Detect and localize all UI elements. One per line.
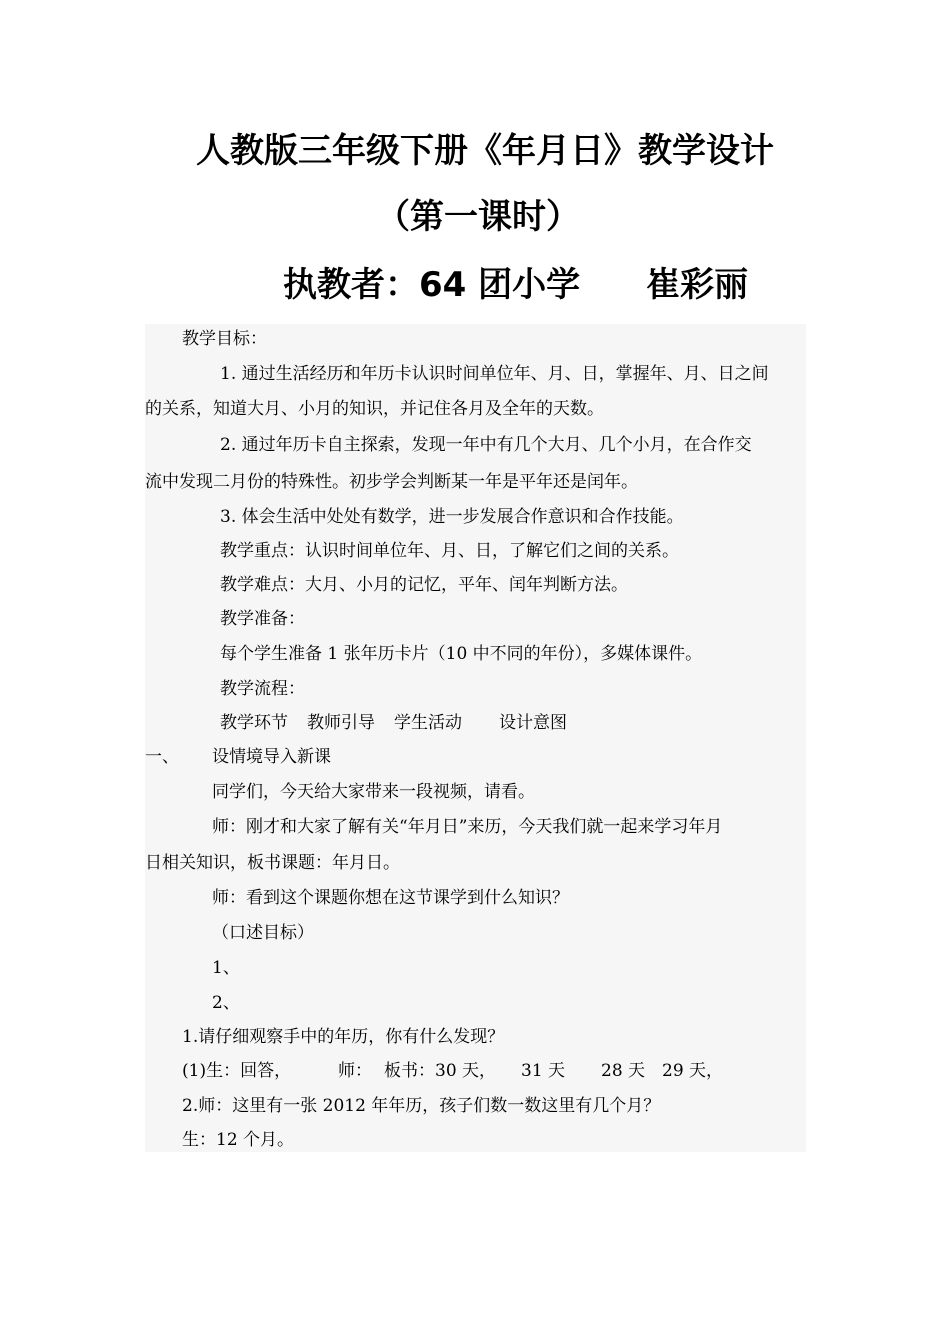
section-1-line-1: 同学们，今天给大家带来一段视频，请看。 — [212, 782, 535, 802]
flow-column-student: 学生活动 — [394, 713, 462, 733]
document-title: 人教版三年级下册《年月日》教学设计 — [196, 131, 774, 171]
section-1-line-4: （口述目标） — [212, 923, 314, 943]
teacher-name: 崔彩丽 — [646, 265, 749, 305]
section-1-item-1: 1、 — [212, 958, 240, 978]
goal-2-line-2: 流中发现二月份的特殊性。初步学会判断某一年是平年还是闰年。 — [145, 472, 638, 492]
section-1-line-2a: 师：刚才和大家了解有关“年月日”来历，今天我们就一起来学习年月 — [212, 817, 723, 837]
goals-heading: 教学目标： — [182, 329, 267, 349]
section-1-number: 一、 — [145, 747, 179, 767]
flow-column-teacher: 教师引导 — [307, 713, 375, 733]
flow-column-stage: 教学环节 — [220, 713, 288, 733]
answer-1-day-28: 28 天 — [601, 1061, 646, 1081]
answer-1-prefix: (1)生：回答， — [182, 1061, 292, 1081]
answer-1-day-31: 31 天 — [521, 1061, 566, 1081]
answer-2: 生：12 个月。 — [182, 1130, 295, 1150]
prep-text: 每个学生准备 1 张年历卡片（10 中不同的年份），多媒体课件。 — [220, 644, 703, 664]
section-1-title: 设情境导入新课 — [212, 747, 331, 767]
difficulty: 教学难点：大月、小月的记忆，平年、闰年判断方法。 — [220, 575, 628, 595]
goal-2-line-1: 2. 通过年历卡自主探索，发现一年中有几个大月、几个小月，在合作交 — [220, 435, 752, 455]
answer-1-day-29: 29 天， — [662, 1061, 724, 1081]
goal-1-line-2: 的关系，知道大月、小月的知识，并记住各月及全年的天数。 — [145, 399, 604, 419]
teacher-school: 执教者：64 团小学 — [283, 265, 581, 305]
document-subtitle: （第一课时） — [376, 197, 580, 237]
section-1-line-3: 师：看到这个课题你想在这节课学到什么知识？ — [212, 888, 569, 908]
question-1: 1.请仔细观察手中的年历，你有什么发现？ — [182, 1027, 505, 1047]
answer-1-board: 板书：30 天， — [384, 1061, 497, 1081]
section-1-line-2b: 日相关知识，板书课题：年月日。 — [145, 853, 400, 873]
flow-heading: 教学流程： — [220, 679, 305, 699]
answer-1-teacher: 师： — [338, 1061, 372, 1081]
goal-1-line-1: 1. 通过生活经历和年历卡认识时间单位年、月、日，掌握年、月、日之间 — [220, 364, 769, 384]
prep-heading: 教学准备： — [220, 609, 305, 629]
teacher-line — [283, 265, 749, 305]
flow-column-intent: 设计意图 — [499, 713, 567, 733]
section-1-item-2: 2、 — [212, 993, 240, 1013]
goal-3: 3. 体会生活中处处有数学，进一步发展合作意识和合作技能。 — [220, 507, 684, 527]
key-point: 教学重点：认识时间单位年、月、日，了解它们之间的关系。 — [220, 541, 679, 561]
question-2: 2.师：这里有一张 2012 年年历，孩子们数一数这里有几个月？ — [182, 1096, 661, 1116]
